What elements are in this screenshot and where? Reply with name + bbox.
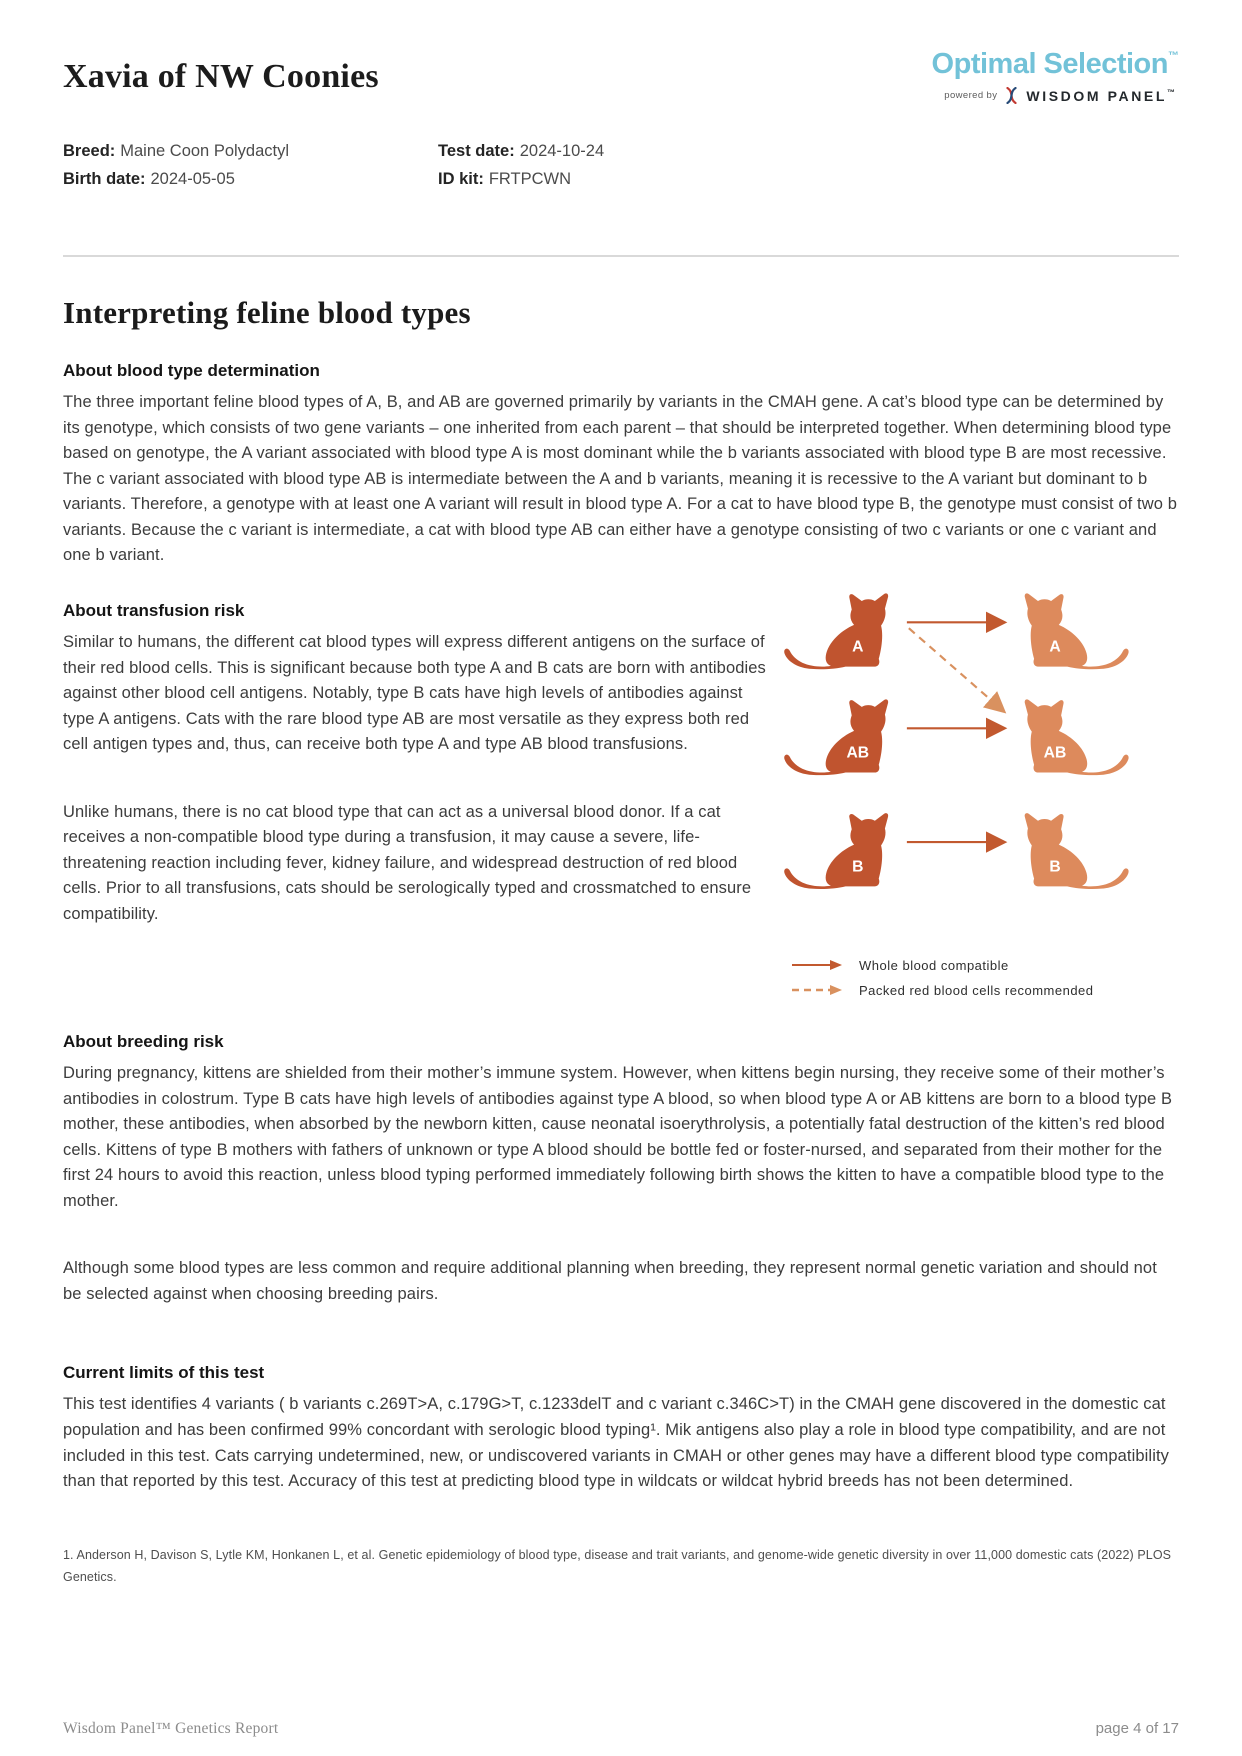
id-kit-label: ID kit:: [438, 170, 484, 188]
section-heading: About breeding risk: [63, 1031, 224, 1051]
legend-item-whole-blood: [791, 958, 1180, 973]
birth-date-label: Birth date:: [63, 170, 146, 188]
footnote-citation: 1. Anderson H, Davison S, Lytle KM, Honkanen L, et al. Genetic epidemiology of blood type, disease and trait variants, and genome-wide genetic diversity in over 11,000 domestic cats (2022) PLOS Genetics.: [63, 1547, 1172, 1584]
pet-name: Xavia of NW Coonies: [63, 58, 379, 95]
dashed-arrow-a-to-ab: [909, 628, 1003, 710]
solid-arrow-icon: [791, 959, 843, 971]
birth-date-line: [63, 170, 438, 189]
dna-icon: [1004, 87, 1019, 104]
donor-cat-ab-label: AB: [846, 744, 870, 762]
cat-diagram: [777, 587, 1180, 904]
powered-by-row: [932, 87, 1179, 104]
powered-by-label: powered by: [944, 90, 998, 101]
recipient-cat-ab: [1025, 699, 1129, 775]
id-kit-value: FRTPCWN: [488, 170, 572, 188]
partner-trademark: ™: [1167, 87, 1175, 97]
brand-trademark: ™: [1168, 50, 1179, 62]
wisdom-panel-wordmark: [1026, 88, 1175, 104]
section-heading: About transfusion risk: [63, 600, 245, 620]
breed-value: Maine Coon Polydactyl: [120, 142, 290, 160]
donor-cat-b: [784, 813, 888, 889]
test-date-value: 2024-10-24: [519, 142, 605, 160]
legend-label: Packed red blood cells recommended: [859, 982, 1094, 998]
paragraph: Unlike humans, there is no cat blood type that can act as a universal blood donor. If a cat receives a non-compatible blood type during a transfusion, it may cause a severe, life-threatening reaction including fever, kidney failure, and widespread destruction of red blood cells. Prior to all transfusions, cats should be serologically typed and crossmatched to ensure compatibility.: [63, 802, 752, 923]
legend-label: Whole blood compatible: [859, 957, 1009, 973]
paragraph: Similar to humans, the different cat blood types will express different antigens on the surface of their red blood cells. This is significant because both type A and B cats are born with antibodies against other blood cell antigens. Notably, type B cats have high levels of antibodies against type A antigens. Cats with the rare blood type AB are most versatile as they express both red cell antigen types and, thus, can receive both type A and type AB blood transfusions.: [63, 632, 766, 754]
paragraph: Although some blood types are less common and require additional planning when breeding, they represent normal genetic variation and should not be selected against when choosing breeding pairs.: [63, 1259, 1157, 1303]
recipient-cat-b: [1025, 813, 1129, 889]
id-kit-line: [438, 170, 813, 189]
section-breeding-risk: [63, 1032, 1180, 1308]
breed-line: [63, 142, 438, 161]
recipient-cat-b-label: B: [1049, 858, 1061, 876]
page-header: [63, 48, 1179, 104]
recipient-cat-a: [1025, 593, 1129, 669]
partner-text: WISDOM PANEL: [1026, 87, 1167, 104]
donor-cat-a-label: A: [852, 638, 864, 656]
birth-date-value: 2024-05-05: [150, 170, 235, 188]
recipient-cat-a-label: A: [1049, 638, 1061, 656]
brand-logo: [932, 50, 1179, 104]
legend-item-packed-cells: [791, 983, 1180, 998]
page-footer: [63, 1720, 1179, 1738]
paragraph: This test identifies 4 variants ( b variants c.269T>A, c.179G>T, c.1233delT and c variant c.346C>T) in the CMAH gene discovered in the domestic cat population and has been confirmed 99% concordant with serologic blood typing¹. Mik antigens also play a role in blood type compatibility, and are not included in this test. Cats carrying undetermined, new, or undiscovered variants in CMAH or other genes may have a different blood type compatibility than that reported by this test. Accuracy of this test at predicting blood type in wildcats or wildcat hybrid breeds has not been determined.: [63, 1395, 1169, 1491]
header-divider: [63, 255, 1179, 257]
section-current-limits: [63, 1363, 1180, 1494]
brand-text: Optimal Selection: [931, 48, 1168, 80]
breed-label: Breed:: [63, 142, 116, 160]
transfusion-text-column: [63, 601, 767, 998]
test-date-line: [438, 142, 813, 161]
recipient-cat-ab-label: AB: [1043, 744, 1067, 762]
paragraph: The three important feline blood types of A, B, and AB are governed primarily by variants in the CMAH gene. A cat’s blood type can be determined by its genotype, which consists of two gene variants – one inherited from each parent – that should be interpreted together. When determining blood type based on genotype, the A variant associated with blood type A is most dominant while the b variants associated with blood type B are most recessive. The c variant associated with blood type AB is intermediate between the A and b variants, meaning it is recessive to the A variant but dominant to b variants. Therefore, a genotype with at least one A variant will result in blood type A. For a cat to have blood type B, the genotype must consist of two b variants. Because the c variant is intermediate, a cat with blood type AB can either have a genotype consisting of two c variants or one c variant and one b variant.: [63, 393, 1177, 565]
section-blood-type-determination: [63, 361, 1180, 569]
paragraph: During pregnancy, kittens are shielded from their mother’s immune system. However, when kittens begin nursing, they receive some of their mother’s antibodies in colostrum. Type B cats have high levels of antibodies against type A blood, so when blood type A or AB kittens are born to a blood type B mother, these antibodies, when absorbed by the newborn kitten, cause neonatal isoerythrolysis, a potentially fatal destruction of the kitten’s red blood cells. Kittens of type B mothers with fathers of unknown or type A blood should be bottle fed or foster-nursed, and separated from their mother for the first 24 hours to avoid this reaction, unless blood typing performed immediately following birth shows the kitten to have a compatible blood type to the mother.: [63, 1063, 1173, 1210]
blood-compatibility-diagram: [767, 601, 1180, 998]
donor-cat-a: [784, 593, 888, 669]
dashed-arrow-icon: [791, 984, 843, 996]
pet-meta: [63, 142, 1179, 189]
diagram-legend: [791, 958, 1180, 998]
donor-cat-b-label: B: [852, 858, 864, 876]
footer-report-name: Wisdom Panel™ Genetics Report: [63, 1720, 279, 1737]
optimal-selection-logo: [932, 50, 1179, 79]
section-heading: About blood type determination: [63, 361, 320, 380]
section-transfusion-risk: [63, 601, 1180, 998]
section-heading: Current limits of this test: [63, 1363, 265, 1383]
page-title: Interpreting feline blood types: [63, 295, 471, 330]
donor-cat-ab: [784, 699, 888, 775]
test-date-label: Test date:: [438, 142, 515, 160]
meta-column-left: [63, 142, 438, 189]
meta-column-right: [438, 142, 813, 189]
footer-page-number: page 4 of 17: [1095, 1720, 1179, 1737]
